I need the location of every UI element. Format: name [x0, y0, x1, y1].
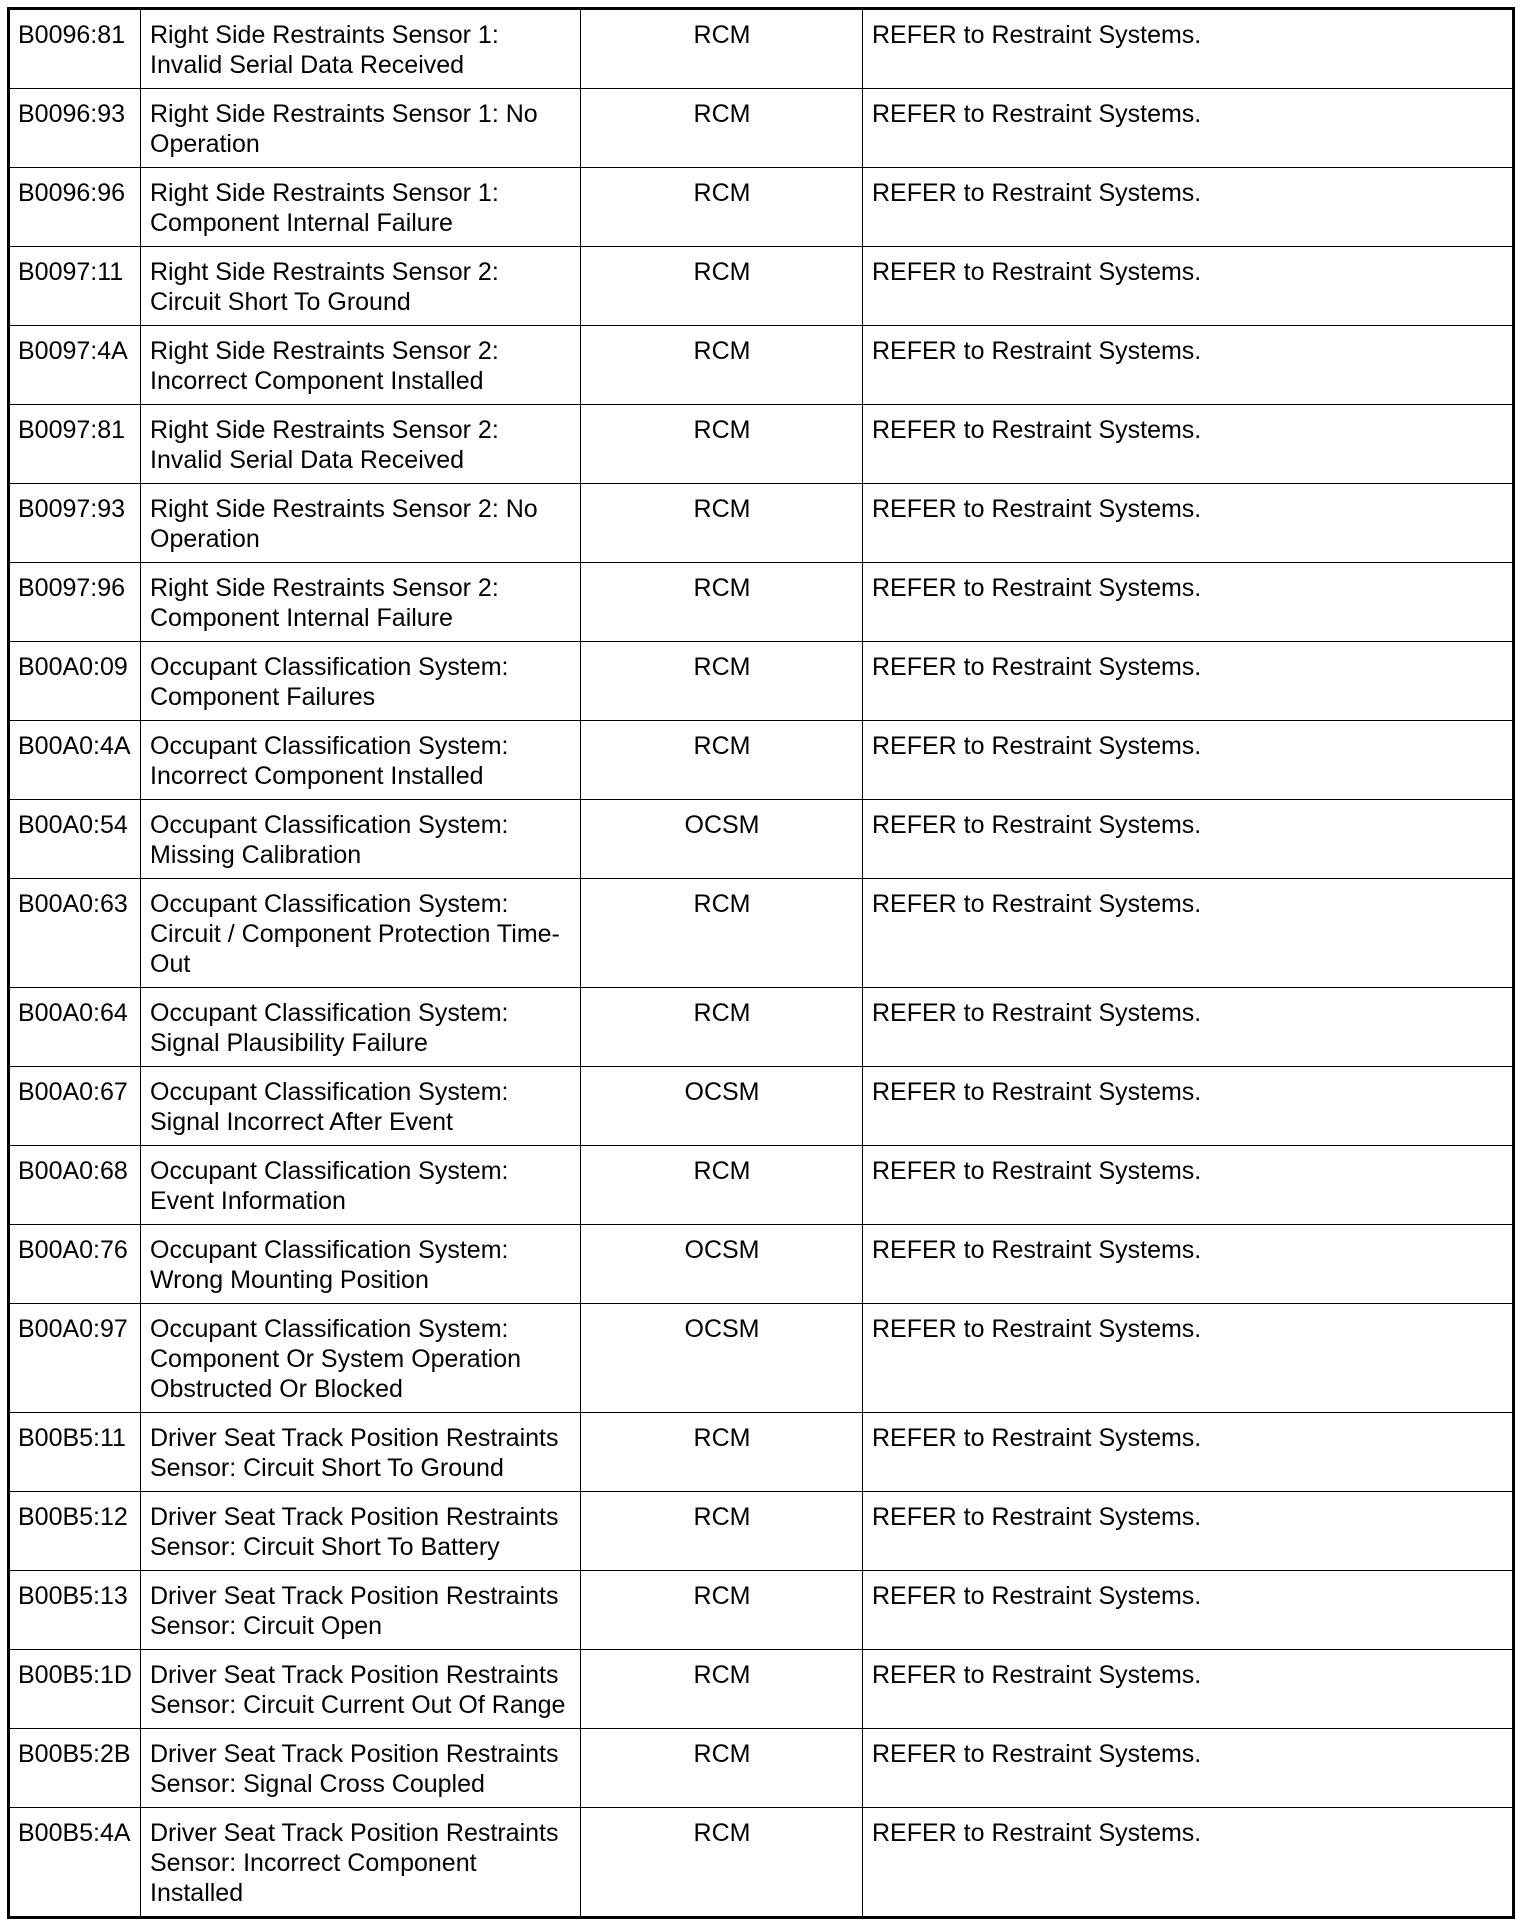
- dtc-module: RCM: [581, 326, 863, 405]
- dtc-action: REFER to Restraint Systems.: [863, 800, 1514, 879]
- dtc-module: RCM: [581, 879, 863, 988]
- dtc-module: OCSM: [581, 1067, 863, 1146]
- dtc-action: REFER to Restraint Systems.: [863, 484, 1514, 563]
- dtc-module: RCM: [581, 988, 863, 1067]
- table-row: [9, 9, 1514, 89]
- dtc-action: REFER to Restraint Systems.: [863, 89, 1514, 168]
- dtc-action: REFER to Restraint Systems.: [863, 168, 1514, 247]
- dtc-description: Driver Seat Track Position Restraints Sensor: Signal Cross Coupled: [141, 1729, 581, 1808]
- dtc-module: RCM: [581, 1146, 863, 1225]
- table-row: [9, 563, 1514, 642]
- dtc-module: RCM: [581, 721, 863, 800]
- dtc-module: RCM: [581, 9, 863, 89]
- dtc-table: [7, 7, 1515, 1919]
- dtc-module: RCM: [581, 1413, 863, 1492]
- dtc-code: B00B5:1D: [9, 1650, 141, 1729]
- dtc-code: B00A0:63: [9, 879, 141, 988]
- table-row: [9, 988, 1514, 1067]
- table-row: [9, 1808, 1514, 1918]
- dtc-code: B0096:96: [9, 168, 141, 247]
- dtc-description: Right Side Restraints Sensor 2: No Operation: [141, 484, 581, 563]
- table-row: [9, 247, 1514, 326]
- dtc-action: REFER to Restraint Systems.: [863, 1413, 1514, 1492]
- dtc-description: Occupant Classification System: Circuit / Component Protection Time-Out: [141, 879, 581, 988]
- dtc-module: OCSM: [581, 800, 863, 879]
- dtc-module: OCSM: [581, 1225, 863, 1304]
- dtc-description: Right Side Restraints Sensor 1: No Operation: [141, 89, 581, 168]
- dtc-description: Right Side Restraints Sensor 2: Invalid Serial Data Received: [141, 405, 581, 484]
- dtc-module: RCM: [581, 168, 863, 247]
- dtc-description: Right Side Restraints Sensor 1: Component Internal Failure: [141, 168, 581, 247]
- dtc-description: Occupant Classification System: Component Failures: [141, 642, 581, 721]
- dtc-description: Driver Seat Track Position Restraints Sensor: Circuit Short To Ground: [141, 1413, 581, 1492]
- table-row: [9, 1146, 1514, 1225]
- dtc-module: RCM: [581, 1492, 863, 1571]
- dtc-description: Right Side Restraints Sensor 2: Incorrect Component Installed: [141, 326, 581, 405]
- table-row: [9, 1225, 1514, 1304]
- dtc-code: B0096:81: [9, 9, 141, 89]
- dtc-module: RCM: [581, 89, 863, 168]
- dtc-module: RCM: [581, 1650, 863, 1729]
- dtc-code: B00A0:64: [9, 988, 141, 1067]
- table-row: [9, 1067, 1514, 1146]
- dtc-module: RCM: [581, 1571, 863, 1650]
- table-row: [9, 642, 1514, 721]
- table-row: [9, 1492, 1514, 1571]
- dtc-code: B0097:93: [9, 484, 141, 563]
- dtc-code: B0097:4A: [9, 326, 141, 405]
- dtc-action: REFER to Restraint Systems.: [863, 405, 1514, 484]
- dtc-code: B00A0:68: [9, 1146, 141, 1225]
- dtc-action: REFER to Restraint Systems.: [863, 1067, 1514, 1146]
- table-row: [9, 326, 1514, 405]
- dtc-code: B0096:93: [9, 89, 141, 168]
- dtc-code: B00B5:4A: [9, 1808, 141, 1918]
- dtc-module: OCSM: [581, 1304, 863, 1413]
- dtc-description: Occupant Classification System: Missing Calibration: [141, 800, 581, 879]
- dtc-action: REFER to Restraint Systems.: [863, 721, 1514, 800]
- table-row: [9, 879, 1514, 988]
- dtc-code: B00B5:11: [9, 1413, 141, 1492]
- dtc-module: RCM: [581, 563, 863, 642]
- dtc-description: Right Side Restraints Sensor 1: Invalid Serial Data Received: [141, 9, 581, 89]
- dtc-action: REFER to Restraint Systems.: [863, 1650, 1514, 1729]
- dtc-module: RCM: [581, 1729, 863, 1808]
- dtc-action: REFER to Restraint Systems.: [863, 1492, 1514, 1571]
- dtc-action: REFER to Restraint Systems.: [863, 1225, 1514, 1304]
- dtc-action: REFER to Restraint Systems.: [863, 642, 1514, 721]
- dtc-action: REFER to Restraint Systems.: [863, 1304, 1514, 1413]
- dtc-description: Driver Seat Track Position Restraints Sensor: Incorrect Component Installed: [141, 1808, 581, 1918]
- dtc-module: RCM: [581, 484, 863, 563]
- dtc-code: B0097:96: [9, 563, 141, 642]
- dtc-code: B00A0:54: [9, 800, 141, 879]
- dtc-code: B0097:11: [9, 247, 141, 326]
- dtc-code: B00B5:2B: [9, 1729, 141, 1808]
- table-row: [9, 800, 1514, 879]
- dtc-module: RCM: [581, 642, 863, 721]
- dtc-action: REFER to Restraint Systems.: [863, 988, 1514, 1067]
- table-row: [9, 1650, 1514, 1729]
- dtc-module: RCM: [581, 405, 863, 484]
- dtc-description: Occupant Classification System: Wrong Mounting Position: [141, 1225, 581, 1304]
- dtc-description: Right Side Restraints Sensor 2: Circuit Short To Ground: [141, 247, 581, 326]
- dtc-action: REFER to Restraint Systems.: [863, 326, 1514, 405]
- table-row: [9, 89, 1514, 168]
- dtc-description: Occupant Classification System: Component Or System Operation Obstructed Or Blocked: [141, 1304, 581, 1413]
- table-row: [9, 168, 1514, 247]
- dtc-action: REFER to Restraint Systems.: [863, 9, 1514, 89]
- dtc-code: B00B5:12: [9, 1492, 141, 1571]
- dtc-action: REFER to Restraint Systems.: [863, 879, 1514, 988]
- dtc-action: REFER to Restraint Systems.: [863, 1808, 1514, 1918]
- dtc-module: RCM: [581, 247, 863, 326]
- dtc-code: B00A0:09: [9, 642, 141, 721]
- dtc-module: RCM: [581, 1808, 863, 1918]
- dtc-action: REFER to Restraint Systems.: [863, 1146, 1514, 1225]
- dtc-code: B00A0:97: [9, 1304, 141, 1413]
- dtc-description: Driver Seat Track Position Restraints Sensor: Circuit Current Out Of Range: [141, 1650, 581, 1729]
- dtc-table-body: [9, 9, 1514, 1918]
- dtc-code: B00A0:4A: [9, 721, 141, 800]
- dtc-action: REFER to Restraint Systems.: [863, 247, 1514, 326]
- dtc-description: Driver Seat Track Position Restraints Sensor: Circuit Open: [141, 1571, 581, 1650]
- table-row: [9, 405, 1514, 484]
- dtc-description: Occupant Classification System: Incorrect Component Installed: [141, 721, 581, 800]
- table-row: [9, 1304, 1514, 1413]
- dtc-description: Driver Seat Track Position Restraints Sensor: Circuit Short To Battery: [141, 1492, 581, 1571]
- dtc-action: REFER to Restraint Systems.: [863, 1571, 1514, 1650]
- table-row: [9, 484, 1514, 563]
- dtc-action: REFER to Restraint Systems.: [863, 1729, 1514, 1808]
- dtc-code: B00A0:76: [9, 1225, 141, 1304]
- dtc-description: Occupant Classification System: Signal Incorrect After Event: [141, 1067, 581, 1146]
- table-row: [9, 721, 1514, 800]
- table-row: [9, 1729, 1514, 1808]
- dtc-description: Occupant Classification System: Event Information: [141, 1146, 581, 1225]
- dtc-code: B00A0:67: [9, 1067, 141, 1146]
- dtc-description: Right Side Restraints Sensor 2: Component Internal Failure: [141, 563, 581, 642]
- table-row: [9, 1413, 1514, 1492]
- dtc-code: B0097:81: [9, 405, 141, 484]
- table-row: [9, 1571, 1514, 1650]
- dtc-description: Occupant Classification System: Signal Plausibility Failure: [141, 988, 581, 1067]
- dtc-code: B00B5:13: [9, 1571, 141, 1650]
- dtc-action: REFER to Restraint Systems.: [863, 563, 1514, 642]
